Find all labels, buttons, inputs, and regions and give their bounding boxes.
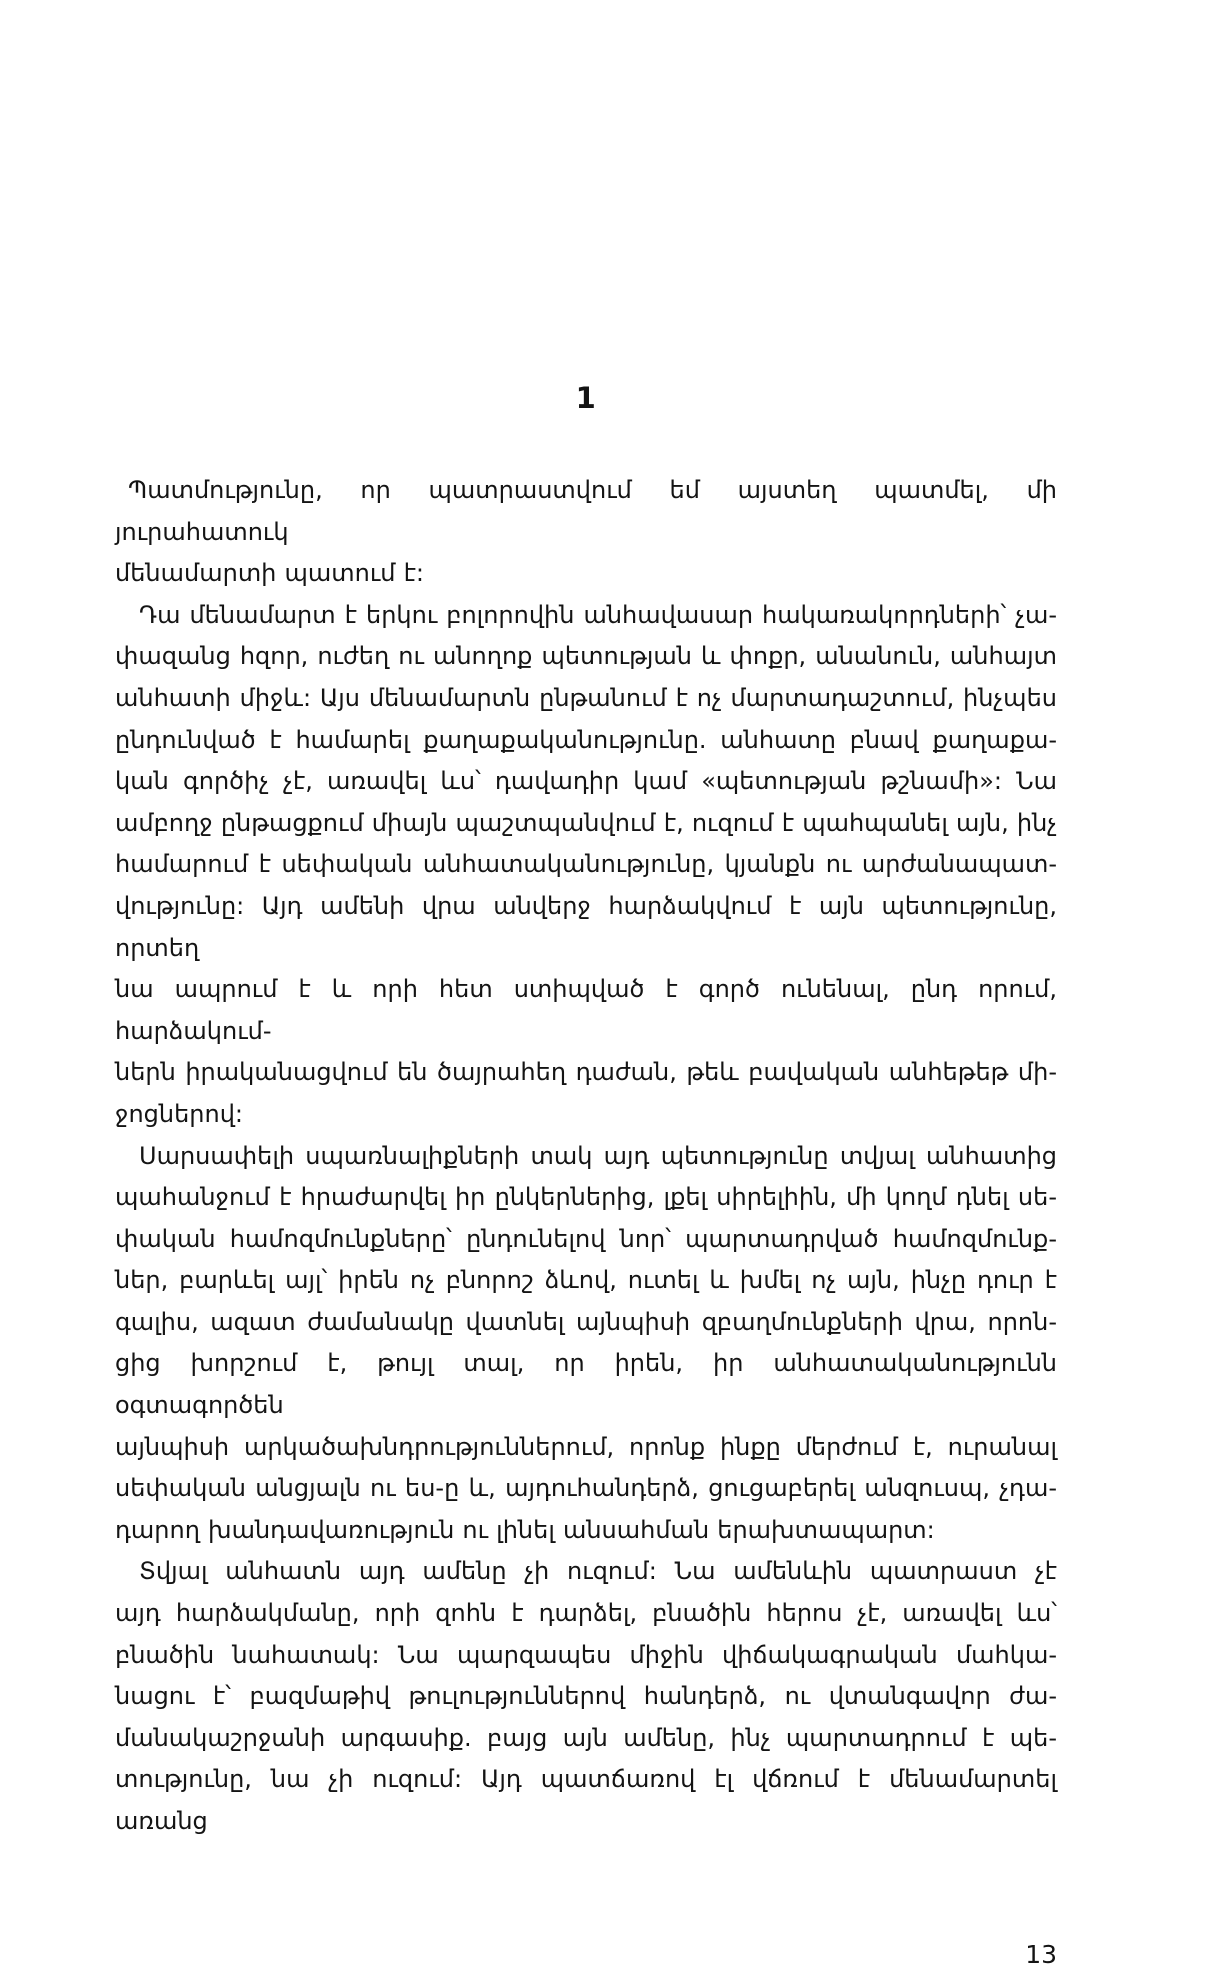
text-line: մենամարտի պատում է: — [115, 559, 425, 588]
text-line: ամբողջ ընթացքում միայն պաշտպանվում է, ուզում է պահպանել այն, ինչ — [115, 808, 1057, 837]
text-line: անհատի միջև: Այս մենամարտն ընթանում է ոչ մարտադաշտում, ինչպես — [115, 683, 1057, 712]
text-line: մանակաշրջանի արգասիք. բայց այն ամենը, ինչ պարտադրում է պե- — [115, 1723, 1057, 1752]
text-line: սեփական անցյալն ու ես-ը և, այդուհանդերձ, ցուցաբերել անզուսպ, չդա- — [115, 1474, 1057, 1503]
text-line: բնածին նահատակ: Նա պարզապես միջին վիճակագրական մահկա- — [115, 1640, 1057, 1669]
text-line: վությունը: Այդ ամենի վրա անվերջ հարձակվում է այն պետությունը, որտեղ — [115, 891, 1057, 962]
text-line: փական համոզմունքները՝ ընդունելով նոր՝ պարտադրված համոզմունք- — [115, 1224, 1057, 1253]
text-line: համարում է սեփական անհատականությունը, կյանքն ու արժանապատ- — [115, 850, 1057, 879]
text-line: ներն իրականացվում են ծայրահեղ դաժան, թեև բավական անհեթեթ մի- — [115, 1058, 1057, 1087]
paragraph — [115, 595, 1057, 1136]
text-line: նա ապրում է և որի հետ ստիպված է գործ ունենալ, ընդ որում, հարձակում- — [115, 975, 1057, 1045]
text-line: գալիս, ազատ ժամանակը վատնել այնպիսի զբաղմունքների վրա, որոն- — [115, 1307, 1057, 1336]
text-line: Դա մենամարտ է երկու բոլորովին անհավասար հակառակորդների՝ չա- — [139, 600, 1057, 629]
text-line: պահանջում է հրաժարվել իր ընկերներից, լքել սիրելիին, մի կողմ դնել սե- — [115, 1183, 1057, 1212]
paragraph — [115, 470, 1057, 595]
text-line: տությունը, նա չի ուզում: Այդ պատճառով էլ վճռում է մենամարտել առանց — [115, 1765, 1057, 1835]
text-line: այնպիսի արկածախնդրություններում, որոնք ինքը մերժում է, ուրանալ — [115, 1432, 1057, 1461]
page-number: 13 — [1025, 1939, 1057, 1969]
text-line: Պատմությունը, որ պատրաստվում եմ այստեղ պատմել, մի յուրահատուկ — [115, 476, 1057, 546]
text-line: ջոցներով: — [115, 1099, 243, 1128]
paragraph — [115, 1551, 1057, 1842]
text-line: ցից խորշում է, թույլ տալ, որ իրեն, իր անհատականությունն օգտագործեն — [115, 1349, 1057, 1420]
text-line: փազանց հզոր, ուժեղ ու անողոք պետության և փոքր, անանուն, անհայտ — [115, 642, 1057, 671]
text-line: Սարսափելի սպառնալիքների տակ այդ պետությունը տվյալ անհատից — [139, 1141, 1057, 1170]
body-text — [115, 470, 1057, 1843]
text-line: Տվյալ անհատն այդ ամենը չի ուզում: Նա ամենևին պատրաստ չէ — [139, 1557, 1057, 1586]
text-line: նացու է՝ բազմաթիվ թուլություններով հանդերձ, ու վտանգավոր ժա- — [115, 1682, 1057, 1711]
text-line: այդ հարձակմանը, որի զոհն է դարձել, բնածին հերոս չէ, առավել ևս՝ — [115, 1599, 1057, 1628]
paragraph — [115, 1136, 1057, 1552]
text-line: ընդունված է համարել քաղաքականությունը. անհատը բնավ քաղաքա- — [115, 725, 1057, 754]
chapter-number: 1 — [575, 381, 597, 415]
text-line: դարող խանդավառություն ու լինել անսահման երախտապարտ: — [115, 1515, 935, 1544]
text-line: ներ, բարևել այլ՝ իրեն ոչ բնորոշ ձևով, ուտել և խմել ոչ այն, ինչը դուր է — [115, 1266, 1057, 1295]
text-line: կան գործիչ չէ, առավել ևս՝ դավադիր կամ «պետության թշնամի»: Նա — [115, 767, 1057, 796]
